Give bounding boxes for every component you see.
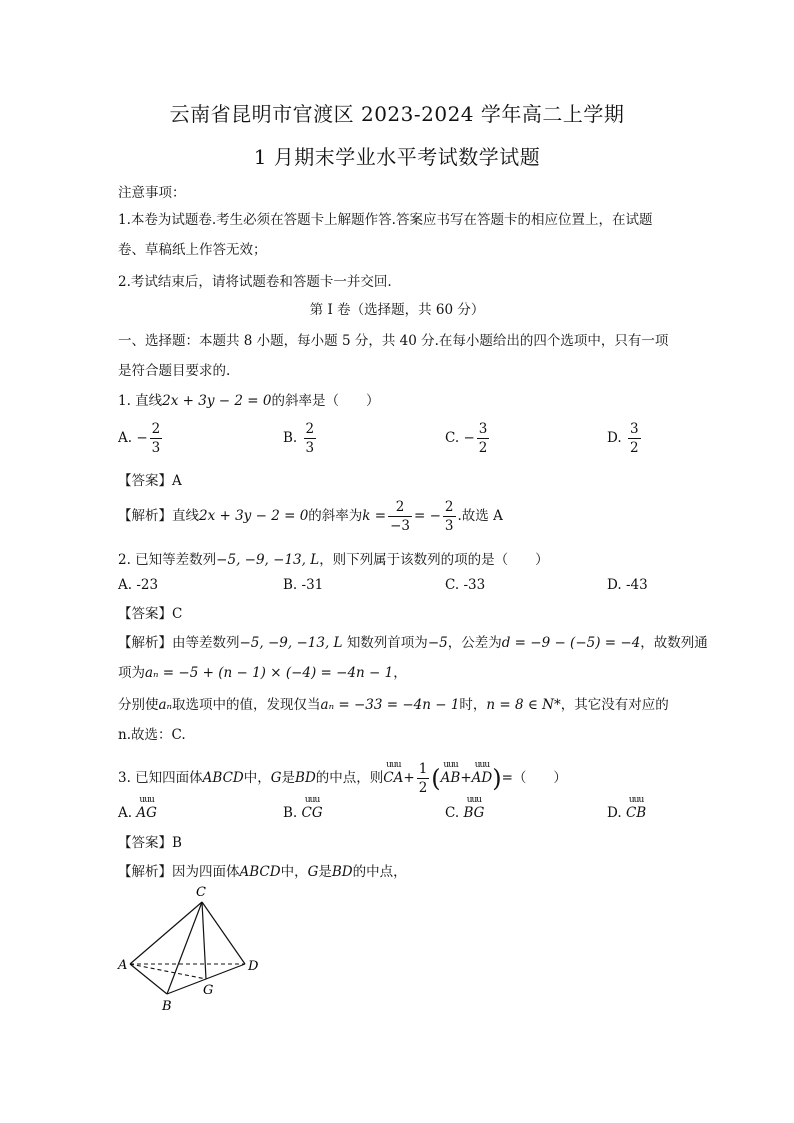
- q2-option-c: C. -33: [445, 577, 486, 593]
- q2-option-a: A. -23: [118, 577, 159, 593]
- part1-heading: 第 I 卷（选择题，共 60 分）: [309, 302, 485, 318]
- option-label: A.: [118, 430, 133, 446]
- q3-option-a: A. uuu AG: [118, 795, 157, 821]
- answer-value: A: [172, 473, 182, 489]
- q2-option-d: D. -43: [607, 577, 648, 593]
- option-fraction: $\frac{2}{3}$: [305, 421, 315, 456]
- q1-answer: [118, 469, 182, 489]
- title-line-2: 1 月期末学业水平考试数学试题: [253, 145, 541, 169]
- q2-analysis-2: 项为aₙ = −5 + (n − 1) × (−4) = −4n − 1，: [118, 665, 407, 681]
- edge-cb: [167, 902, 202, 994]
- edge-ag-hidden: [130, 964, 206, 979]
- question-3: 3. 已知四面体ABCD中，G是BD的中点，则 uuu CA+ $\frac{1}{2}$ ( uuu AB+ uuu AD)=（ ）: [118, 760, 567, 796]
- q2-analysis-3: 分别使aₙ取选项中的值，发现仅当aₙ = −33 = −4n − 1时，n = 8 ∈ N*，其它没有对应的: [118, 697, 669, 713]
- option-label: C.: [445, 430, 460, 446]
- q3-analysis: 【解析】因为四面体ABCD中，G是BD的中点，: [118, 864, 407, 880]
- notice-item-2: 2.考试结束后，请将试题卷和答题卡一并交回.: [118, 274, 392, 290]
- q2-answer: 【答案】C: [118, 606, 183, 622]
- edge-cg: [202, 902, 206, 979]
- q1-analysis: 【解析】直线2x + 3y − 2 = 0的斜率为k = $\frac{2}{-3}$ = − $\frac{2}{3}$ .故选 A: [118, 499, 503, 534]
- q3-option-b: B. uuu CG: [283, 795, 323, 821]
- q3-option-d: D. uuu CB: [607, 795, 647, 821]
- q1-suffix: 的斜率是（ ）: [271, 393, 380, 409]
- option-label: B.: [283, 430, 298, 446]
- option-label: D.: [607, 430, 622, 446]
- section-intro-a: 一、选择题：本题共 8 小题，每小题 5 分，共 40 分.在每小题给出的四个选项中，只有一项: [118, 333, 669, 349]
- q1-prefix: 1. 直线: [118, 393, 163, 409]
- q1-option-d: [607, 420, 643, 457]
- answer-tag: 【答案】: [118, 473, 172, 489]
- q1-option-a: [118, 420, 164, 457]
- option-fraction: $\frac{2}{3}$: [151, 421, 161, 456]
- vertex-label-b: B: [162, 999, 172, 1014]
- edge-cd: [202, 902, 245, 964]
- option-sign: −: [463, 430, 475, 446]
- q1-option-b: [283, 420, 318, 457]
- analysis-tag: 【解析】: [118, 508, 172, 524]
- q2-option-b: B. -31: [283, 577, 324, 593]
- vector-ca: uuu CA: [383, 760, 404, 786]
- q3-option-c: C. uuu BG: [445, 795, 485, 821]
- vertex-label-d: D: [248, 959, 259, 974]
- q2-analysis-1: 【解析】由等差数列−5, −9, −13, L 知数列首项为−5，公差为d = −9 − (−5) = −4，故数列通: [118, 635, 708, 651]
- section-intro-b: 是符合题目要求的.: [118, 363, 231, 379]
- notice-heading: 注意事项：: [118, 185, 186, 201]
- option-fraction: $\frac{3}{2}$: [629, 421, 639, 456]
- edge-ab: [130, 964, 167, 994]
- q1-equation: 2x + 3y − 2 = 0: [162, 393, 272, 409]
- edge-ca: [130, 902, 202, 964]
- q1-option-c: [445, 420, 491, 457]
- vertex-label-c: C: [196, 885, 206, 900]
- vector-ad: uuu AD: [471, 760, 493, 786]
- q2-analysis-4: n.故选：C.: [118, 727, 186, 743]
- title-line-1: 云南省昆明市官渡区 2023-2024 学年高二上学期: [169, 102, 625, 126]
- notice-item-1a: 1.本卷为试题卷.考生必须在答题卡上解题作答.答案应书写在答题卡的相应位置上，在试题: [118, 212, 653, 228]
- question-2: 2. 已知等差数列−5, −9, −13, L，则下列属于该数列的项的是（ ）: [118, 552, 549, 568]
- tetrahedron-figure: [110, 882, 280, 1022]
- notice-item-1b: 卷、草稿纸上作答无效；: [118, 242, 267, 258]
- option-fraction: $\frac{3}{2}$: [478, 421, 488, 456]
- option-sign: −: [136, 430, 148, 446]
- vertex-label-g: G: [203, 983, 214, 998]
- q3-answer: 【答案】B: [118, 835, 182, 851]
- question-1: [118, 389, 379, 409]
- vector-ab: uuu AB: [440, 760, 461, 786]
- vertex-label-a: A: [118, 958, 128, 973]
